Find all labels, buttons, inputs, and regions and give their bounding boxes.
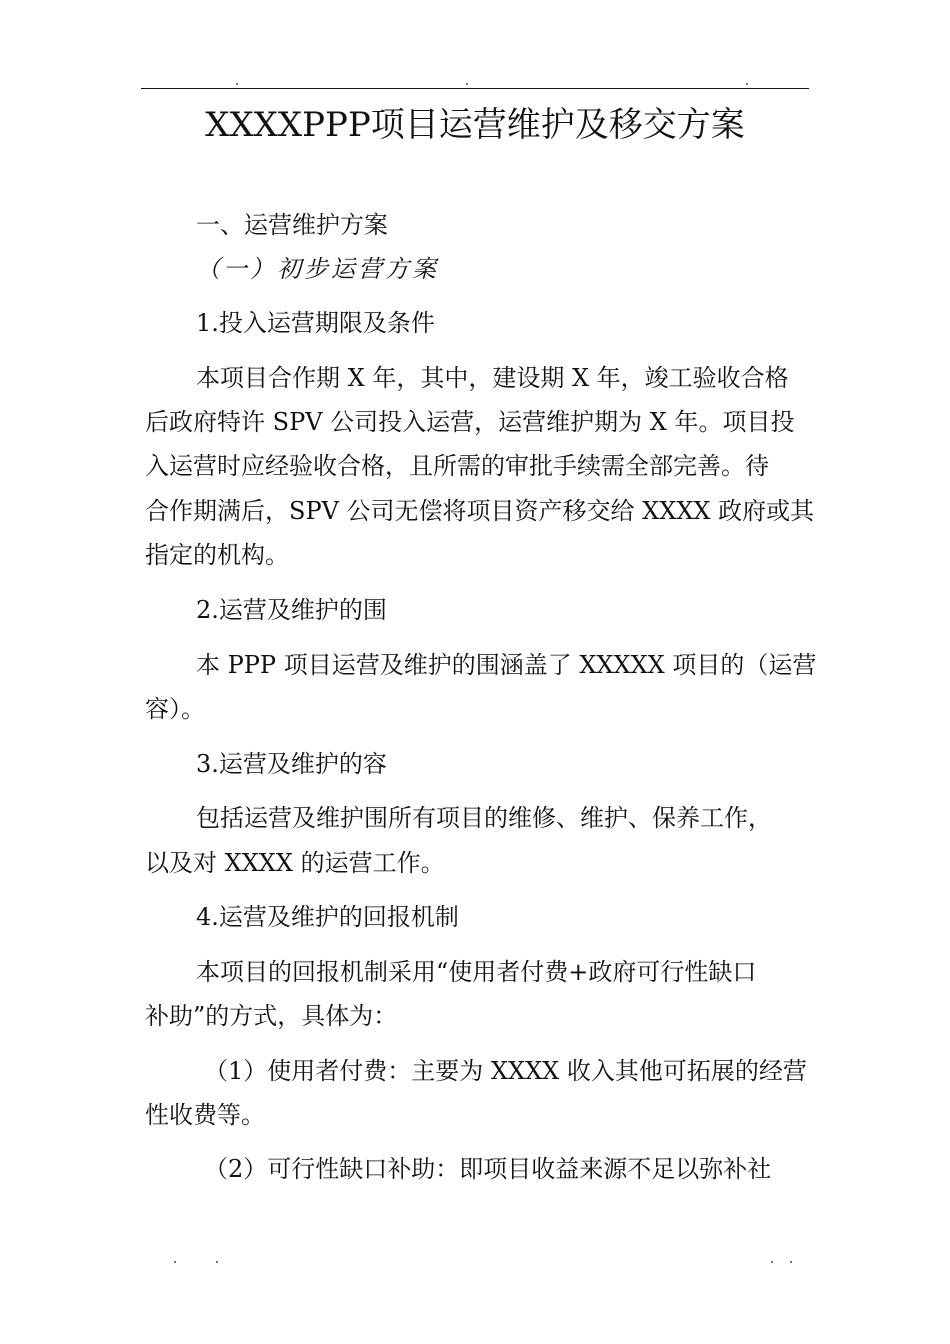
header-dot	[236, 83, 238, 85]
subsection-heading: （一）初步运营方案	[196, 255, 439, 283]
item-heading: 1.投入运营期限及条件	[196, 309, 435, 337]
paragraph-line: 容）。	[145, 695, 205, 723]
paragraph-line: 性收费等。	[145, 1101, 265, 1129]
paragraph-line: （2）可行性缺口补助：即项目收益来源不足以弥补社	[204, 1155, 772, 1183]
footer-dot	[790, 1261, 792, 1263]
footer-dot	[216, 1261, 218, 1263]
paragraph-line: 本项目的回报机制采用“使用者付费+政府可行性缺口	[196, 958, 757, 986]
paragraph-line: 以及对 XXXX 的运营工作。	[145, 849, 445, 877]
paragraph-line: 本 PPP 项目运营及维护的围涵盖了 XXXXX 项目的（运营	[196, 651, 817, 679]
header-dot	[466, 83, 468, 85]
paragraph-line: 合作期满后，SPV 公司无偿将项目资产移交给 XXXX 政府或其	[145, 497, 815, 525]
item-heading: 3.运营及维护的容	[196, 750, 387, 778]
paragraph-line: 包括运营及维护围所有项目的维修、维护、保养工作，	[196, 804, 772, 832]
footer-dot	[174, 1261, 176, 1263]
document-title: XXXXPPP项目运营维护及移交方案	[205, 105, 745, 145]
paragraph-line: 本项目合作期 X 年，其中，建设期 X 年，竣工验收合格	[196, 364, 789, 392]
item-heading: 4.运营及维护的回报机制	[196, 903, 459, 931]
header-rule	[141, 88, 809, 89]
footer-dot	[771, 1261, 773, 1263]
paragraph-line: 补助”的方式，具体为：	[145, 1002, 398, 1030]
paragraph-line: （1）使用者付费：主要为 XXXX 收入其他可拓展的经营	[204, 1057, 807, 1085]
paragraph-line: 后政府特许 SPV 公司投入运营，运营维护期为 X 年。项目投	[145, 408, 795, 436]
item-heading: 2.运营及维护的围	[196, 596, 387, 624]
paragraph-line: 入运营时应经验收合格，且所需的审批手续需全部完善。待	[145, 452, 769, 480]
section-heading: 一、运营维护方案	[196, 211, 388, 239]
header-dot	[746, 83, 748, 85]
paragraph-line: 指定的机构。	[145, 541, 289, 569]
